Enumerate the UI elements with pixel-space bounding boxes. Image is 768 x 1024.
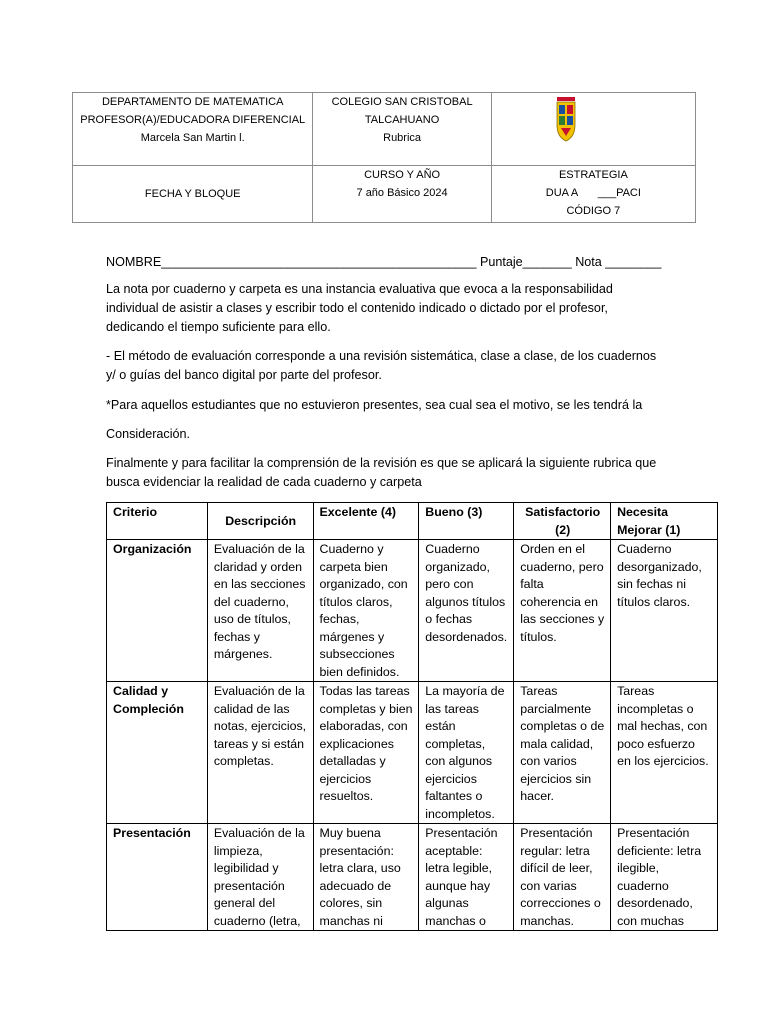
strategy-label: ESTRATEGIA — [558, 169, 628, 181]
logo-cell — [491, 93, 695, 166]
row-description: Evaluación de la claridad y orden en las secciones del cuaderno, uso de títulos, fechas y márgenes. — [207, 540, 313, 682]
document-type: Rubrica — [383, 132, 422, 144]
table-row — [107, 540, 718, 682]
dua-option: DUA A — [545, 187, 578, 199]
school-crest-logo — [556, 95, 576, 143]
row-criterion: Organización — [107, 540, 208, 682]
paci-option: ___PACI — [597, 187, 641, 199]
row-necesita-mejorar: Tareas incompletas o mal hechas, con poco esfuerzo en los ejercicios. — [611, 682, 718, 824]
department-name: DEPARTAMENTO DE MATEMATICA — [101, 96, 284, 108]
school-name: COLEGIO SAN CRISTOBAL — [331, 96, 473, 108]
course-label: CURSO Y AÑO — [364, 169, 441, 181]
row-necesita-mejorar: Presentación deficiente: letra ilegible, cuaderno desordenado, con muchas — [611, 824, 718, 931]
row-satisfactorio: Tareas parcialmente completas o de mala calidad, con varios ejercicios sin hacer. — [514, 682, 611, 824]
rubric-header-row — [107, 503, 718, 540]
row-necesita-mejorar: Cuaderno desorganizado, sin fechas ni títulos claros. — [611, 540, 718, 682]
strategy-options — [492, 184, 695, 202]
header-necesita-mejorar: Necesita Mejorar (1) — [611, 503, 718, 540]
date-cell — [73, 166, 313, 223]
department-cell — [73, 93, 313, 166]
date-label: FECHA Y BLOQUE — [144, 188, 241, 200]
row-satisfactorio: Presentación regular: letra difícil de leer, con varias correcciones o manchas. — [514, 824, 611, 931]
row-excelente: Muy buena presentación: letra clara, uso adecuado de colores, sin manchas ni — [313, 824, 419, 931]
header-bueno: Bueno (3) — [419, 503, 514, 540]
row-bueno: Cuaderno organizado, pero con algunos títulos o fechas desordenados. — [419, 540, 514, 682]
row-excelente: Todas las tareas completas y bien elaboradas, con explicaciones detalladas y ejercicios resueltos. — [313, 682, 419, 824]
teacher-name: Marcela San Martin l. — [140, 132, 245, 144]
rubric-table — [106, 502, 718, 931]
row-criterion: Calidad y Compleción — [107, 682, 208, 824]
header-excelente: Excelente (4) — [313, 503, 419, 540]
header-criterio: Criterio — [107, 503, 208, 540]
closing-paragraph: Finalmente y para facilitar la comprensión de la revisión es que se aplicará la siguiente rubrica que busca evidenciar la realidad de cada cuaderno y carpeta — [106, 456, 657, 489]
student-form-line: NOMBRE_____________________________________________ Puntaje_______ Nota ________ — [106, 255, 662, 269]
row-excelente: Cuaderno y carpeta bien organizado, con títulos claros, fechas, márgenes y subsecciones bien definidos. — [313, 540, 419, 682]
code-value: CÓDIGO 7 — [566, 205, 621, 217]
table-row — [107, 682, 718, 824]
table-row — [107, 824, 718, 931]
absence-paragraph: *Para aquellos estudiantes que no estuvieron presentes, sea cual sea el motivo, se les tendrá la — [106, 398, 643, 412]
row-description: Evaluación de la calidad de las notas, ejercicios, tareas y si están completas. — [207, 682, 313, 824]
row-description: Evaluación de la limpieza, legibilidad y presentación general del cuaderno (letra, — [207, 824, 313, 931]
row-bueno: La mayoría de las tareas están completas, con algunos ejercicios faltantes o incompletos. — [419, 682, 514, 824]
header-satisfactorio: Satisfactorio (2) — [514, 503, 611, 540]
consideration-line: Consideración. — [106, 427, 191, 441]
school-cell — [313, 93, 491, 166]
header-table — [72, 92, 696, 223]
header-descripcion: Descripción — [207, 503, 313, 540]
strategy-cell — [491, 166, 695, 223]
row-satisfactorio: Orden en el cuaderno, pero falta coherencia en las secciones y títulos. — [514, 540, 611, 682]
method-paragraph: - El método de evaluación corresponde a una revisión sistemática, clase a clase, de los cuadernos y/ o guías del banco digital por parte del profesor. — [106, 349, 657, 382]
row-bueno: Presentación aceptable: letra legible, aunque hay algunas manchas o — [419, 824, 514, 931]
school-city: TALCAHUANO — [364, 114, 440, 126]
intro-paragraph: La nota por cuaderno y carpeta es una instancia evaluativa que evoca a la responsabilidad individual de asistir a clases y escribir todo el contenido indicado o dictado por el profesor, dedicando el tiempo suficiente para ello. — [106, 282, 613, 334]
teacher-role: PROFESOR(A)/EDUCADORA DIFERENCIAL — [80, 114, 306, 126]
course-cell — [313, 166, 491, 223]
row-criterion: Presentación — [107, 824, 208, 931]
course-value: 7 año Básico 2024 — [356, 187, 448, 199]
